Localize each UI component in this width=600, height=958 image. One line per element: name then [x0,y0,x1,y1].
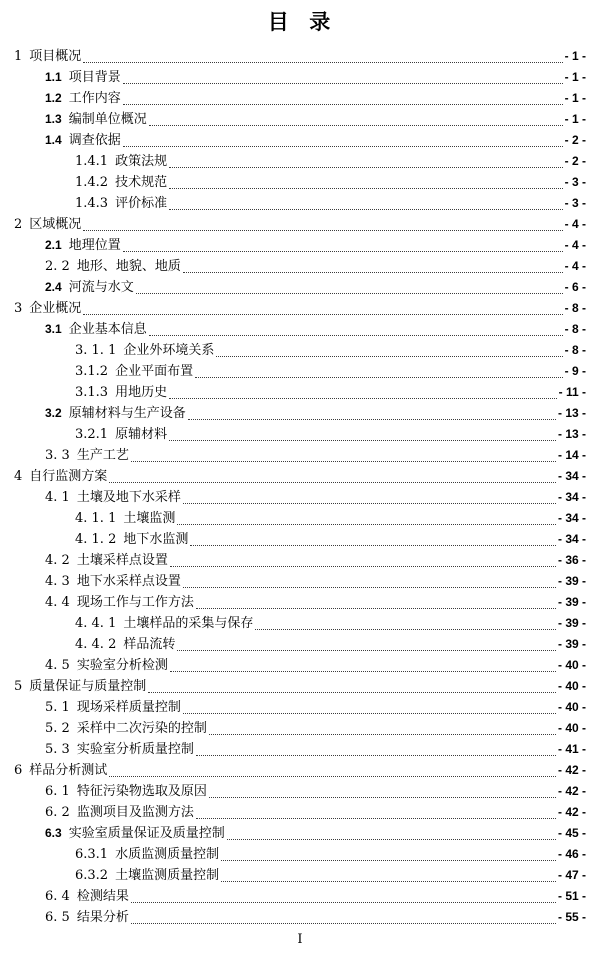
toc-entry[interactable] [14,171,586,192]
toc-entry-page: - 42 - [557,805,586,819]
toc-entry-page: - 41 - [557,742,586,756]
toc-entry-number: 1.1 [45,70,62,84]
toc-entry-title: 政策法规 [115,154,168,169]
dot-leader [149,125,563,126]
dot-leader [196,608,556,609]
toc-entry-number: 6. 1 [45,784,70,799]
toc-entry-page: - 47 - [557,868,586,882]
toc-entry-page: - 39 - [557,637,586,651]
toc-entry[interactable] [14,444,586,465]
dot-leader [170,566,556,567]
dot-leader [221,881,556,882]
toc-entry-number: 5. 2 [45,721,70,736]
toc-entry-title: 样品分析测试 [29,763,108,778]
toc-entry-page: - 4 - [564,217,586,231]
toc-entry-number: 3. 1. 1 [75,343,117,358]
toc-entry-title: 地下水监测 [123,532,189,547]
toc-entry-title: 地理位置 [68,238,121,253]
toc-entry[interactable] [14,318,586,339]
toc-entry[interactable] [14,591,586,612]
toc-entry-page: - 8 - [564,301,586,315]
toc-entry-number: 2. 2 [45,259,70,274]
toc-entry-page: - 13 - [557,406,586,420]
toc-entry-title: 现场采样质量控制 [76,700,181,715]
toc-entry-page: - 8 - [564,343,586,357]
toc-entry[interactable] [14,906,586,927]
toc-entry-title: 调查依据 [68,133,121,148]
toc-entry[interactable] [14,45,586,66]
dot-leader [190,545,556,546]
toc-entry-title: 样品流转 [123,637,176,652]
table-of-contents [14,45,586,927]
toc-entry-number: 6.3 [45,826,62,840]
toc-entry-number: 3. 3 [45,448,70,463]
toc-entry[interactable] [14,87,586,108]
dot-leader [109,482,556,483]
toc-entry-number: 4. 4. 2 [75,637,117,652]
toc-entry-title: 地下水采样点设置 [76,574,181,589]
toc-entry[interactable] [14,843,586,864]
dot-leader [169,167,563,168]
toc-entry-number: 6. 4 [45,889,70,904]
toc-entry-page: - 1 - [564,49,586,63]
toc-entry[interactable] [14,633,586,654]
toc-entry-title: 土壤采样点设置 [76,553,168,568]
toc-entry-title: 实验室分析检测 [76,658,168,673]
toc-entry-title: 土壤监测 [123,511,176,526]
toc-entry-title: 监测项目及监测方法 [76,805,194,820]
toc-entry[interactable] [14,234,586,255]
toc-entry-page: - 34 - [557,511,586,525]
toc-entry-page: - 3 - [564,175,586,189]
toc-entry[interactable] [14,423,586,444]
dot-leader [136,293,563,294]
toc-entry-page: - 39 - [557,616,586,630]
toc-entry[interactable] [14,738,586,759]
dot-leader [123,146,563,147]
toc-entry-page: - 40 - [557,700,586,714]
toc-entry-page: - 6 - [564,280,586,294]
dot-leader [216,356,562,357]
toc-entry-title: 编制单位概况 [68,112,147,127]
dot-leader [83,314,562,315]
toc-entry[interactable] [14,150,586,171]
toc-entry-title: 特征污染物选取及原因 [76,784,207,799]
toc-entry-title: 项目概况 [29,49,82,64]
toc-entry-number: 3 [14,301,23,316]
toc-entry-page: - 3 - [564,196,586,210]
toc-entry-number: 5. 3 [45,742,70,757]
toc-entry-page: - 51 - [557,889,586,903]
toc-entry-page: - 34 - [557,469,586,483]
dot-leader [177,524,556,525]
toc-entry-number: 5. 1 [45,700,70,715]
dot-leader [123,104,563,105]
toc-entry-page: - 40 - [557,679,586,693]
dot-leader [169,209,563,210]
toc-entry[interactable] [14,549,586,570]
toc-entry[interactable] [14,717,586,738]
dot-leader [169,398,557,399]
toc-entry-title: 检测结果 [76,889,129,904]
toc-entry-number: 6. 5 [45,910,70,925]
toc-entry-page: - 14 - [557,448,586,462]
toc-entry[interactable] [14,213,586,234]
toc-entry-title: 实验室质量保证及质量控制 [68,826,225,841]
toc-entry-title: 用地历史 [115,385,168,400]
toc-entry-page: - 2 - [564,133,586,147]
footer-page-number: I [297,932,303,947]
dot-leader [195,377,563,378]
toc-entry-title: 水质监测质量控制 [115,847,220,862]
page-title: 目 录 [267,9,333,34]
toc-entry-number: 1.3 [45,112,62,126]
toc-entry-page: - 4 - [564,259,586,273]
toc-entry-title: 企业基本信息 [68,322,147,337]
toc-entry[interactable] [14,360,586,381]
toc-entry-title: 原辅材料与生产设备 [68,406,186,421]
toc-entry-title: 采样中二次污染的控制 [76,721,207,736]
dot-leader [183,713,556,714]
toc-entry-number: 6.3.1 [75,847,109,862]
toc-entry-title: 现场工作与工作方法 [76,595,194,610]
toc-entry[interactable] [14,276,586,297]
dot-leader [183,587,556,588]
dot-leader [255,629,556,630]
dot-leader [183,503,556,504]
toc-entry-number: 4. 1. 1 [75,511,117,526]
toc-entry-number: 1 [14,49,23,64]
toc-entry-title: 生产工艺 [76,448,129,463]
toc-entry[interactable] [14,129,586,150]
dot-leader [221,860,556,861]
toc-entry-title: 原辅材料 [115,427,168,442]
toc-entry[interactable] [14,654,586,675]
dot-leader [131,902,556,903]
dot-leader [83,230,562,231]
toc-entry-title: 土壤及地下水采样 [76,490,181,505]
toc-entry-page: - 34 - [557,532,586,546]
dot-leader [169,440,556,441]
toc-entry-number: 1.4.1 [75,154,109,169]
toc-entry[interactable] [14,759,586,780]
toc-entry-page: - 46 - [557,847,586,861]
toc-entry-page: - 40 - [557,721,586,735]
toc-entry-number: 6. 2 [45,805,70,820]
toc-entry-title: 结果分析 [76,910,129,925]
toc-entry-number: 4. 1 [45,490,70,505]
toc-entry-title: 企业平面布置 [115,364,194,379]
toc-entry-number: 3.2.1 [75,427,109,442]
toc-entry[interactable] [14,465,586,486]
dot-leader [123,251,563,252]
toc-entry-page: - 36 - [557,553,586,567]
toc-entry-page: - 55 - [557,910,586,924]
toc-entry[interactable] [14,507,586,528]
toc-entry[interactable] [14,780,586,801]
toc-entry-title: 土壤监测质量控制 [115,868,220,883]
toc-entry-number: 4. 3 [45,574,70,589]
toc-entry-title: 技术规范 [115,175,168,190]
toc-entry-title: 土壤样品的采集与保存 [123,616,254,631]
toc-entry[interactable] [14,528,586,549]
toc-entry-number: 3.1.3 [75,385,109,400]
toc-entry[interactable] [14,864,586,885]
toc-entry-number: 1.4 [45,133,62,147]
toc-entry-number: 4. 4. 1 [75,616,117,631]
toc-entry-title: 项目背景 [68,70,121,85]
dot-leader [188,419,556,420]
toc-entry-page: - 45 - [557,826,586,840]
dot-leader [83,62,562,63]
toc-entry-title: 河流与水文 [68,280,134,295]
toc-entry-title: 评价标准 [115,196,168,211]
toc-entry[interactable] [14,108,586,129]
toc-entry-number: 1.2 [45,91,62,105]
toc-entry-page: - 1 - [564,91,586,105]
toc-entry-number: 4. 1. 2 [75,532,117,547]
toc-entry-number: 1.4.3 [75,196,109,211]
toc-entry[interactable] [14,486,586,507]
dot-leader [149,335,563,336]
dot-leader [170,671,556,672]
toc-entry-page: - 1 - [564,70,586,84]
toc-entry[interactable] [14,885,586,906]
dot-leader [177,650,556,651]
toc-entry[interactable] [14,297,586,318]
toc-entry-number: 3.2 [45,406,62,420]
dot-leader [227,839,556,840]
toc-entry-number: 4 [14,469,23,484]
dot-leader [109,776,556,777]
toc-entry-title: 自行监测方案 [29,469,108,484]
dot-leader [123,83,563,84]
dot-leader [209,734,556,735]
toc-entry-title: 质量保证与质量控制 [29,679,147,694]
toc-entry-page: - 42 - [557,784,586,798]
toc-entry-title: 企业外环境关系 [123,343,215,358]
toc-entry-number: 2 [14,217,23,232]
dot-leader [209,797,556,798]
toc-entry-number: 4. 4 [45,595,70,610]
toc-entry-number: 3.1.2 [75,364,109,379]
toc-entry-title: 工作内容 [68,91,121,106]
toc-entry-page: - 11 - [558,385,586,399]
toc-entry-number: 6.3.2 [75,868,109,883]
toc-entry[interactable] [14,696,586,717]
dot-leader [196,818,556,819]
toc-entry-page: - 39 - [557,574,586,588]
toc-entry-page: - 40 - [557,658,586,672]
dot-leader [131,461,556,462]
toc-entry-number: 1.4.2 [75,175,109,190]
toc-entry[interactable] [14,675,586,696]
toc-entry-number: 4. 5 [45,658,70,673]
toc-entry-number: 2.1 [45,238,62,252]
toc-entry-page: - 1 - [564,112,586,126]
dot-leader [196,755,556,756]
toc-entry[interactable] [14,822,586,843]
toc-entry[interactable] [14,192,586,213]
toc-entry-title: 区域概况 [29,217,82,232]
toc-entry[interactable] [14,801,586,822]
toc-entry-page: - 8 - [564,322,586,336]
toc-entry[interactable] [14,255,586,276]
toc-entry[interactable] [14,381,586,402]
toc-entry[interactable] [14,612,586,633]
toc-entry-number: 2.4 [45,280,62,294]
toc-entry-page: - 9 - [564,364,586,378]
toc-entry-page: - 39 - [557,595,586,609]
toc-entry-page: - 42 - [557,763,586,777]
toc-entry[interactable] [14,66,586,87]
dot-leader [148,692,556,693]
toc-entry-page: - 4 - [564,238,586,252]
toc-entry-number: 3.1 [45,322,62,336]
toc-entry-title: 企业概况 [29,301,82,316]
toc-entry-title: 实验室分析质量控制 [76,742,194,757]
toc-entry-page: - 13 - [557,427,586,441]
toc-entry-number: 6 [14,763,23,778]
toc-entry[interactable] [14,402,586,423]
toc-entry[interactable] [14,339,586,360]
toc-entry-page: - 34 - [557,490,586,504]
dot-leader [169,188,563,189]
dot-leader [183,272,563,273]
toc-entry-number: 4. 2 [45,553,70,568]
toc-entry-title: 地形、地貌、地质 [76,259,181,274]
toc-entry[interactable] [14,570,586,591]
toc-entry-number: 5 [14,679,23,694]
dot-leader [131,923,556,924]
toc-entry-page: - 2 - [564,154,586,168]
